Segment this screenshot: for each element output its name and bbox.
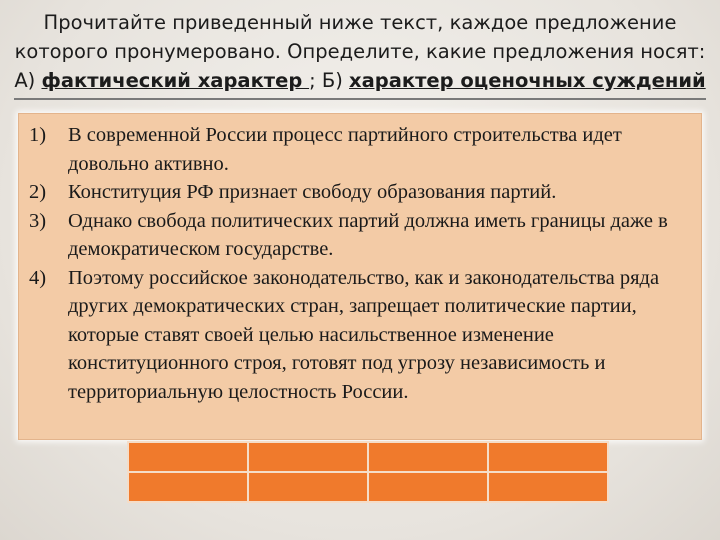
option-a-prefix: А) bbox=[14, 69, 42, 92]
sentence-text: Конституция РФ признает свободу образования партий. bbox=[68, 181, 557, 203]
answer-cell[interactable] bbox=[128, 472, 248, 502]
sentence-list bbox=[19, 114, 701, 406]
sentence-text: Однако свобода политических партий должна иметь границы даже в демократическом государстве. bbox=[68, 209, 668, 260]
answer-cell[interactable] bbox=[248, 442, 368, 472]
answer-row bbox=[128, 472, 608, 502]
option-a-label: фактический характер bbox=[41, 69, 310, 92]
option-b-label: характер оценочных суждений bbox=[349, 69, 706, 92]
answer-cell[interactable] bbox=[248, 472, 368, 502]
instruction-header bbox=[0, 8, 720, 95]
answer-cell[interactable] bbox=[488, 472, 608, 502]
sentence-number: 2) bbox=[29, 181, 47, 203]
instruction-options bbox=[0, 66, 720, 95]
instruction-line-1: Прочитайте приведенный ниже текст, каждое предложение bbox=[43, 11, 677, 34]
answer-grid bbox=[127, 441, 609, 503]
text-panel bbox=[18, 113, 702, 440]
sentence-number: 1) bbox=[29, 124, 47, 146]
sentence-number: 3) bbox=[29, 209, 47, 232]
sentence-number: 4) bbox=[29, 266, 47, 289]
answer-row bbox=[128, 442, 608, 472]
sentence-item-2 bbox=[29, 178, 691, 207]
answer-cell[interactable] bbox=[368, 442, 488, 472]
option-separator: ; Б) bbox=[309, 69, 350, 92]
divider-line bbox=[14, 98, 706, 100]
sentence-item-1 bbox=[29, 121, 691, 178]
sentence-item-3 bbox=[29, 207, 691, 264]
answer-cell[interactable] bbox=[368, 472, 488, 502]
sentence-text: Поэтому российское законодательство, как и законодательства ряда других демократических стран, запрещает политические партии, которые ставят своей целью насильственное изменение конституционного строя, готовят под угрозу независимость и территориальную целостность России. bbox=[68, 266, 660, 403]
answer-cell[interactable] bbox=[128, 442, 248, 472]
instruction-line-2: которого пронумеровано. Определите, какие предложения носят: bbox=[14, 40, 706, 63]
answer-cell[interactable] bbox=[488, 442, 608, 472]
sentence-text: В современной России процесс партийного строительства идет довольно активно. bbox=[68, 124, 622, 175]
sentence-item-4 bbox=[29, 264, 691, 407]
